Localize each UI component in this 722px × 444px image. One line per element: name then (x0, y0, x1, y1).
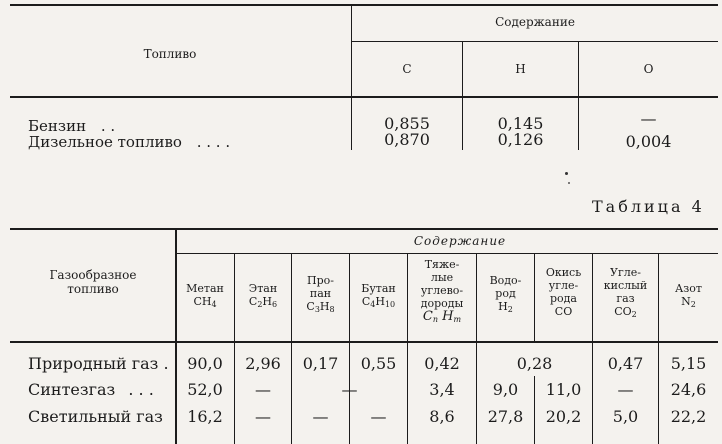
table1-fuel-header: Топливо (143, 47, 197, 61)
table2-col-carbon-dioxide: Угле- кислый газ $CO_2$ (593, 266, 658, 319)
formula: $N_2$ (681, 295, 696, 309)
table2-fuel-header: Газообразное топливо (49, 268, 137, 296)
formula: CO (554, 305, 573, 318)
table2-cell: — (312, 407, 329, 426)
table1-top-rule (10, 4, 718, 6)
table2-cell: — (255, 380, 271, 399)
table2-col-methane: Метан $CH_4$ (176, 282, 234, 309)
table1-row-name: Бензин . . (28, 117, 116, 135)
table2-row-name: Природный газ . (28, 354, 169, 373)
table2-header-rule (10, 341, 718, 343)
table2-caption: Таблица 4 (592, 197, 705, 216)
formula: $C_2H_6$ (248, 295, 278, 309)
formula: $CH_4$ (193, 295, 217, 309)
formula: $C_n$ $H_m$ (422, 309, 462, 324)
table2-cell: 5,15 (670, 354, 707, 373)
table1-row-name: Дизельное топливо . . . . (28, 133, 231, 151)
formula: $C_3H_8$ (306, 300, 335, 314)
table2-col-propane: Про- пан $C_3H_8$ (292, 274, 349, 314)
table2-top-rule (10, 228, 718, 230)
table2-cell: 16,2 (187, 407, 223, 426)
table2-col-hydrogen: Водо- род $H_2$ (477, 274, 534, 314)
table2-cell: 90,0 (187, 354, 223, 373)
table1-header-rule (10, 96, 718, 98)
table2-row-name: Светильный газ (28, 407, 163, 426)
table2-cell: 0,47 (607, 354, 644, 373)
table2-col-heavy-hydrocarbons: Тяже- лые углево- дороды $C_n$ $H_m$ (408, 258, 476, 324)
table1-content-rule (352, 41, 718, 42)
table2-cell-merged: — (341, 380, 358, 399)
table2-cell: 0,42 (424, 354, 460, 373)
table2-content-header: Содержание (413, 234, 507, 248)
table2-col-butane: Бутан $C_4H_{10}$ (350, 282, 407, 309)
table1-cell: 0,145 (497, 114, 544, 133)
table2-content-rule (175, 253, 718, 254)
table2-cell: 20,2 (545, 407, 582, 426)
table2-cell: 2,96 (245, 354, 281, 373)
table2-cell: 0,17 (302, 354, 339, 373)
table2-cell-merged: 0,28 (516, 354, 553, 373)
table2-cell: 52,0 (187, 380, 223, 399)
table2-cell: 0,55 (360, 354, 397, 373)
table1-cell: 0,004 (625, 132, 672, 151)
print-speck (568, 182, 570, 184)
table1-col-h: Н (515, 62, 526, 76)
table2-cell: 3,4 (429, 380, 455, 399)
formula: $C_4H_{10}$ (361, 295, 396, 309)
table2-col-nitrogen: Азот $N_2$ (659, 282, 718, 309)
print-speck (565, 172, 568, 175)
table1-col-c: С (402, 62, 412, 76)
table2-col-carbon-monoxide: Окись угле- рода CO (535, 266, 592, 318)
table2-cell: 9,0 (492, 380, 519, 399)
table1-cell: — (640, 109, 657, 128)
table1-cell: 0,126 (497, 130, 544, 149)
table2-cell: 22,2 (670, 407, 707, 426)
table2-cell: 11,0 (545, 380, 582, 399)
formula: $H_2$ (498, 300, 513, 314)
table1-cell: 0,855 (384, 114, 430, 133)
table1-col-o: О (643, 62, 654, 76)
table2-cell: 27,8 (487, 407, 524, 426)
formula: $CO_2$ (614, 305, 637, 319)
table2-cell: — (255, 407, 271, 426)
table2-cell: 24,6 (670, 380, 707, 399)
table2-cell: 8,6 (429, 407, 455, 426)
table1-cell: 0,870 (384, 130, 430, 149)
table2-cell: — (370, 407, 387, 426)
table2-col-ethane: Этан $C_2H_6$ (235, 282, 291, 309)
table1-content-header: Содержание (495, 15, 575, 29)
table2-cell: 5,0 (612, 407, 639, 426)
table2-cell: — (617, 380, 634, 399)
table2-row-name: Синтезгаз . . . (28, 380, 154, 399)
